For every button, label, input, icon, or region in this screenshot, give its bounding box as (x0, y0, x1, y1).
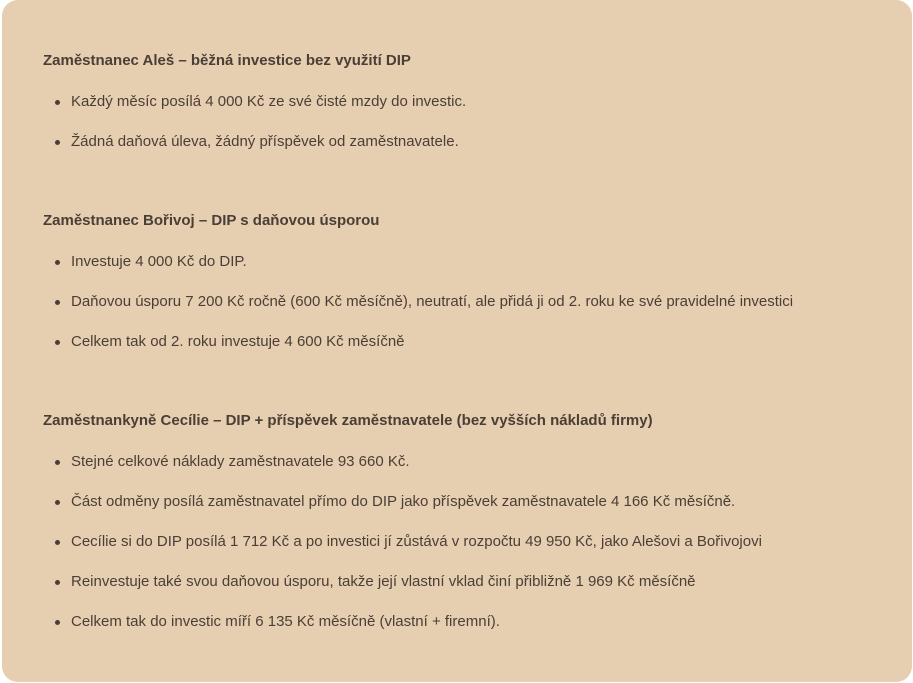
list-item (43, 452, 892, 472)
section-heading-cecilie: Zaměstnankyně Cecílie – DIP + příspěvek zaměstnavatele (bez vyšších nákladů firmy) (43, 412, 653, 429)
list-item (43, 572, 892, 592)
list-item (43, 332, 892, 352)
bullet-icon (55, 540, 60, 545)
list-item (43, 132, 892, 152)
bullet-icon (55, 100, 60, 105)
list-item (43, 252, 892, 272)
list-item-text: Stejné celkové náklady zaměstnavatele 93 660 Kč. (71, 453, 410, 470)
bullet-icon (55, 260, 60, 265)
section-heading-borivoj: Zaměstnanec Bořivoj – DIP s daňovou úsporou (43, 212, 380, 229)
list-item-text: Reinvestuje také svou daňovou úsporu, takže její vlastní vklad činí přibližně 1 969 Kč měsíčně (71, 573, 696, 590)
list-item-text: Investuje 4 000 Kč do DIP. (71, 253, 247, 270)
bullet-list-ales (43, 92, 892, 152)
list-item-text: Každý měsíc posílá 4 000 Kč ze své čisté mzdy do investic. (71, 93, 467, 110)
info-card (2, 0, 912, 682)
bullet-icon (55, 340, 60, 345)
section-borivoj (43, 211, 892, 352)
list-item-text: Celkem tak od 2. roku investuje 4 600 Kč měsíčně (71, 333, 405, 350)
bullet-icon (55, 500, 60, 505)
list-item-text: Daňovou úsporu 7 200 Kč ročně (600 Kč měsíčně), neutratí, ale přidá ji od 2. roku ke své pravidelné investici (71, 293, 794, 310)
list-item (43, 92, 892, 112)
bullet-list-cecilie (43, 452, 892, 632)
bullet-icon (55, 140, 60, 145)
list-item (43, 532, 892, 552)
bullet-icon (55, 300, 60, 305)
bullet-icon (55, 620, 60, 625)
list-item-text: Žádná daňová úleva, žádný příspěvek od zaměstnavatele. (71, 133, 459, 150)
bullet-list-borivoj (43, 252, 892, 352)
section-ales (43, 51, 892, 152)
list-item (43, 612, 892, 632)
list-item (43, 492, 892, 512)
section-cecilie (43, 411, 892, 632)
list-item-text: Celkem tak do investic míří 6 135 Kč měsíčně (vlastní + firemní). (71, 613, 500, 630)
bullet-icon (55, 460, 60, 465)
list-item-text: Část odměny posílá zaměstnavatel přímo do DIP jako příspěvek zaměstnavatele 4 166 Kč měsíčně. (71, 493, 736, 510)
list-item-text: Cecílie si do DIP posílá 1 712 Kč a po investici jí zůstává v rozpočtu 49 950 Kč, jako Alešovi a Bořivojovi (71, 533, 762, 550)
list-item (43, 292, 892, 312)
bullet-icon (55, 580, 60, 585)
section-heading-ales: Zaměstnanec Aleš – běžná investice bez využití DIP (43, 52, 411, 69)
